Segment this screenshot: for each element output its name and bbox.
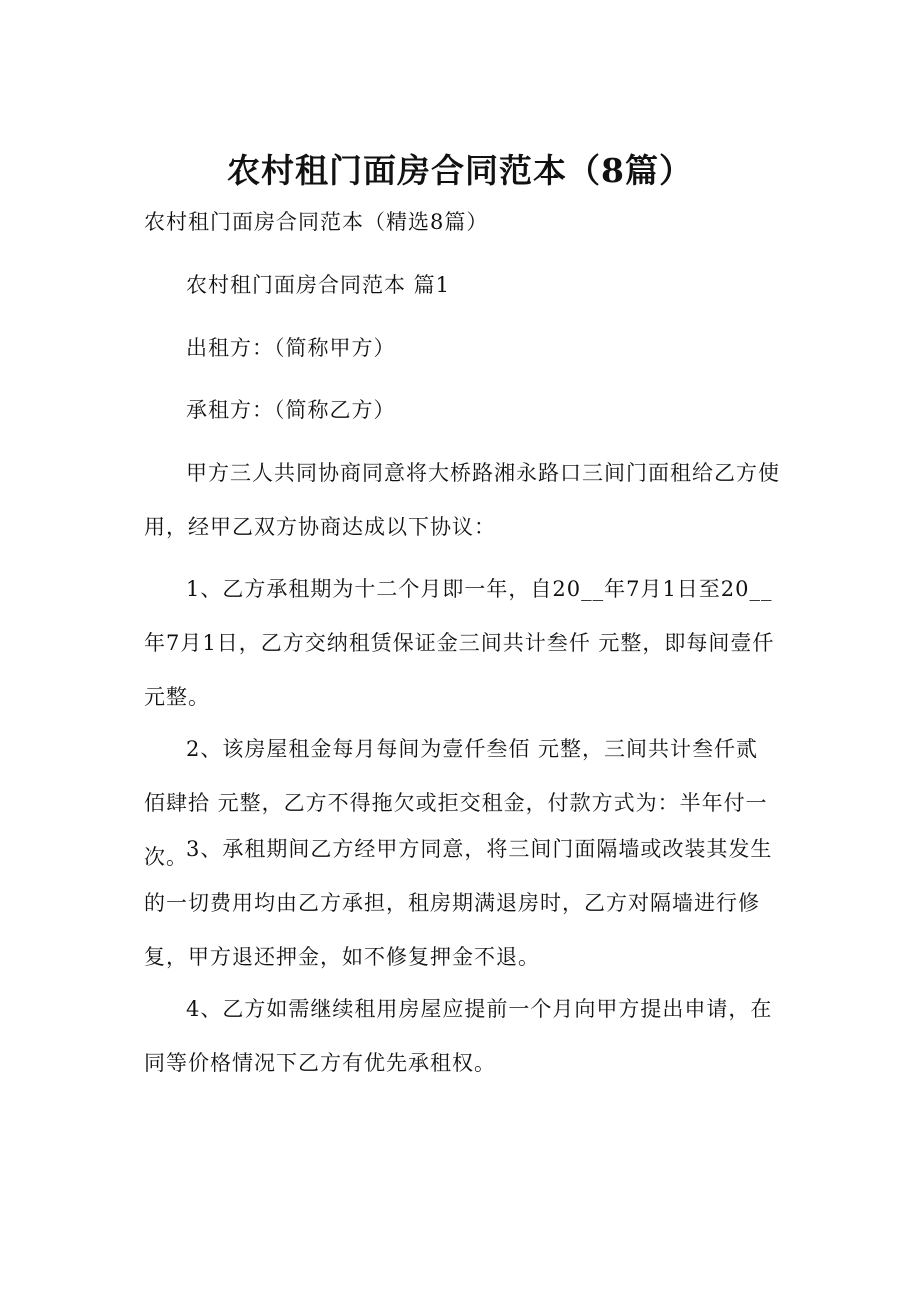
document-title: 农村租门面房合同范本（8篇） [227,151,693,190]
clause-3: 3、承租期间乙方经甲方同意，将三间门面隔墙或改装其发生的一切费用均由乙方承担，租房期满退房时，乙方对隔墙进行修复，甲方退还押金，如不修复押金不退。 [144,837,773,969]
section-heading: 农村租门面房合同范本 篇1 [186,273,451,297]
clause-1: 1、乙方承租期为十二个月即一年，自20__年7月1日至20__年7月1日，乙方交纳租赁保证金三间共计叁仟 元整，即每间壹仟元整。 [144,577,775,709]
lessor-line: 出租方：（简称甲方） [186,336,396,360]
document-subtitle: 农村租门面房合同范本（精选8篇） [144,210,489,234]
lessee-line: 承租方：（简称乙方） [186,398,396,422]
clause-2: 2、该房屋租金每月每间为壹仟叁佰 元整，三间共计叁仟贰佰肆拾 元整，乙方不得拖欠或拒交租金，付款方式为：半年付一次。 [144,737,768,869]
agreement-intro: 甲方三人共同协商同意将大桥路湘永路口三间门面租给乙方使用，经甲乙双方协商达成以下协议： [144,461,780,539]
clause-4: 4、乙方如需继续租用房屋应提前一个月向甲方提出申请，在同等价格情况下乙方有优先承租权。 [144,997,773,1075]
